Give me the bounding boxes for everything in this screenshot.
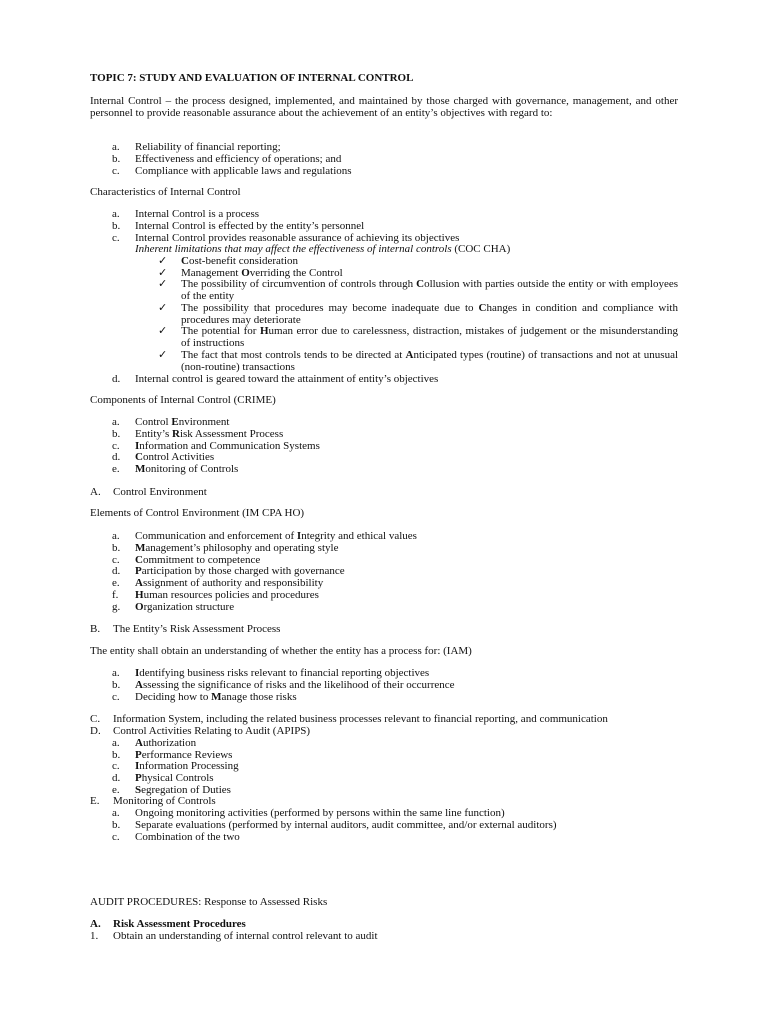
list-marker: a.: [112, 416, 120, 428]
list-marker: e.: [112, 577, 120, 589]
list-item: Internal Control is effected by the entity’s personnel: [135, 220, 365, 232]
section-marker: D.: [90, 725, 101, 737]
list-item: Organization structure: [135, 601, 235, 613]
section-marker: E.: [90, 795, 100, 807]
section-marker: A.: [90, 918, 101, 930]
check-icon: ✓: [158, 302, 168, 314]
list-item: Participation by those charged with governance: [135, 565, 345, 577]
components-heading: Components of Internal Control (CRIME): [90, 394, 276, 406]
limitations-intro: [135, 244, 680, 256]
check-icon: ✓: [158, 325, 168, 337]
limitation-item: The possibility of circumvention of controls through Collusion with parties outside the entity or with employees of the entity: [181, 278, 678, 302]
limitation-item: The fact that most controls tends to be directed at Anticipated types (routine) of transactions and not at unusual (non-routine) transactions: [181, 349, 679, 373]
list-marker: e.: [112, 463, 120, 475]
list-item: Communication and enforcement of Integrity and ethical values: [135, 530, 417, 542]
risk-intro: The entity shall obtain an understanding of whether the entity has a process for: (IAM): [90, 645, 472, 657]
section-d-heading: Control Activities Relating to Audit (APIPS): [113, 725, 311, 737]
limitations-code: (COC CHA): [454, 243, 511, 255]
list-marker: b.: [112, 749, 121, 761]
list-item: Internal Control provides reasonable assurance of achieving its objectives: [135, 232, 460, 244]
list-marker: d.: [112, 565, 121, 577]
list-item: Management’s philosophy and operating style: [135, 542, 339, 554]
list-item: Performance Reviews: [135, 749, 233, 761]
limitations-intro-text: Inherent limitations that may affect the effectiveness of internal controls: [135, 243, 452, 255]
section-marker: B.: [90, 623, 101, 635]
list-item: Internal Control is a process: [135, 208, 260, 220]
step-marker: 1.: [90, 930, 99, 942]
list-marker: a.: [112, 208, 120, 220]
list-marker: g.: [112, 601, 121, 613]
page-title: TOPIC 7: STUDY AND EVALUATION OF INTERNAL CONTROL: [90, 72, 414, 84]
list-marker: c.: [112, 165, 120, 177]
list-marker: d.: [112, 772, 121, 784]
list-item: Effectiveness and efficiency of operations; and: [135, 153, 342, 165]
list-item: Information and Communication Systems: [135, 440, 320, 452]
list-item: Monitoring of Controls: [135, 463, 239, 475]
limitation-item: The possibility that procedures may become inadequate due to Changes in condition and compliance with procedures may deteriorate: [181, 302, 678, 326]
characteristics-heading: Characteristics of Internal Control: [90, 186, 241, 198]
list-item: Commitment to competence: [135, 554, 261, 566]
section-e-heading: Monitoring of Controls: [113, 795, 216, 807]
list-marker: c.: [112, 831, 120, 843]
list-item: Ongoing monitoring activities (performed by persons within the same line function): [135, 807, 505, 819]
section-c-heading: Information System, including the related business processes relevant to financial reporting, and communication: [113, 713, 608, 725]
list-marker: a.: [112, 737, 120, 749]
risk-assessment-procedures-heading: Risk Assessment Procedures: [113, 918, 246, 930]
section-marker: C.: [90, 713, 101, 725]
list-marker: c.: [112, 691, 120, 703]
elements-heading: Elements of Control Environment (IM CPA HO): [90, 507, 305, 519]
list-item: Deciding how to Manage those risks: [135, 691, 297, 703]
list-marker: a.: [112, 141, 120, 153]
list-item: Information Processing: [135, 760, 239, 772]
list-marker: c.: [112, 760, 120, 772]
list-item: Combination of the two: [135, 831, 240, 843]
list-item: Assessing the significance of risks and the likelihood of their occurrence: [135, 679, 455, 691]
list-marker: d.: [112, 373, 121, 385]
list-item: Reliability of financial reporting;: [135, 141, 281, 153]
list-item: Physical Controls: [135, 772, 214, 784]
list-item: Control Activities: [135, 451, 215, 463]
list-marker: a.: [112, 807, 120, 819]
list-item: Authorization: [135, 737, 197, 749]
list-marker: b.: [112, 542, 121, 554]
list-marker: b.: [112, 428, 121, 440]
list-marker: e.: [112, 784, 120, 796]
list-marker: c.: [112, 554, 120, 566]
list-marker: f.: [112, 589, 119, 601]
list-item: Segregation of Duties: [135, 784, 231, 796]
limitation-item: Cost-benefit consideration: [181, 255, 299, 267]
list-marker: c.: [112, 232, 120, 244]
list-item: Identifying business risks relevant to financial reporting objectives: [135, 667, 430, 679]
list-marker: b.: [112, 679, 121, 691]
step-item: Obtain an understanding of internal control relevant to audit: [113, 930, 378, 942]
list-marker: b.: [112, 220, 121, 232]
section-b-heading: The Entity’s Risk Assessment Process: [113, 623, 281, 635]
list-item: Separate evaluations (performed by internal auditors, audit committee, and/or external auditors): [135, 819, 557, 831]
list-item: Internal control is geared toward the attainment of entity’s objectives: [135, 373, 439, 385]
section-a-heading: Control Environment: [113, 486, 207, 498]
limitation-item: The potential for Human error due to carelessness, distraction, mistakes of judgement or the misunderstanding of instructions: [181, 325, 679, 349]
list-item: Compliance with applicable laws and regulations: [135, 165, 352, 177]
check-icon: ✓: [158, 267, 168, 279]
audit-procedures-heading: AUDIT PROCEDURES: Response to Assessed Risks: [90, 896, 328, 908]
list-marker: b.: [112, 819, 121, 831]
list-item: Human resources policies and procedures: [135, 589, 319, 601]
list-item: Control Environment: [135, 416, 230, 428]
section-marker: A.: [90, 486, 101, 498]
list-item: Entity’s Risk Assessment Process: [135, 428, 284, 440]
list-marker: a.: [112, 667, 120, 679]
limitation-item: Management Overriding the Control: [181, 267, 343, 279]
list-marker: d.: [112, 451, 121, 463]
check-icon: ✓: [158, 255, 168, 267]
list-item: Assignment of authority and responsibility: [135, 577, 324, 589]
check-icon: ✓: [158, 278, 168, 290]
list-marker: b.: [112, 153, 121, 165]
definition-paragraph: Internal Control – the process designed, implemented, and maintained by those charged with governance, management, and other personnel to provide reasonable assurance about the achievement of an entity’s objectives with regard to:: [90, 95, 678, 119]
list-marker: c.: [112, 440, 120, 452]
list-marker: a.: [112, 530, 120, 542]
check-icon: ✓: [158, 349, 168, 361]
